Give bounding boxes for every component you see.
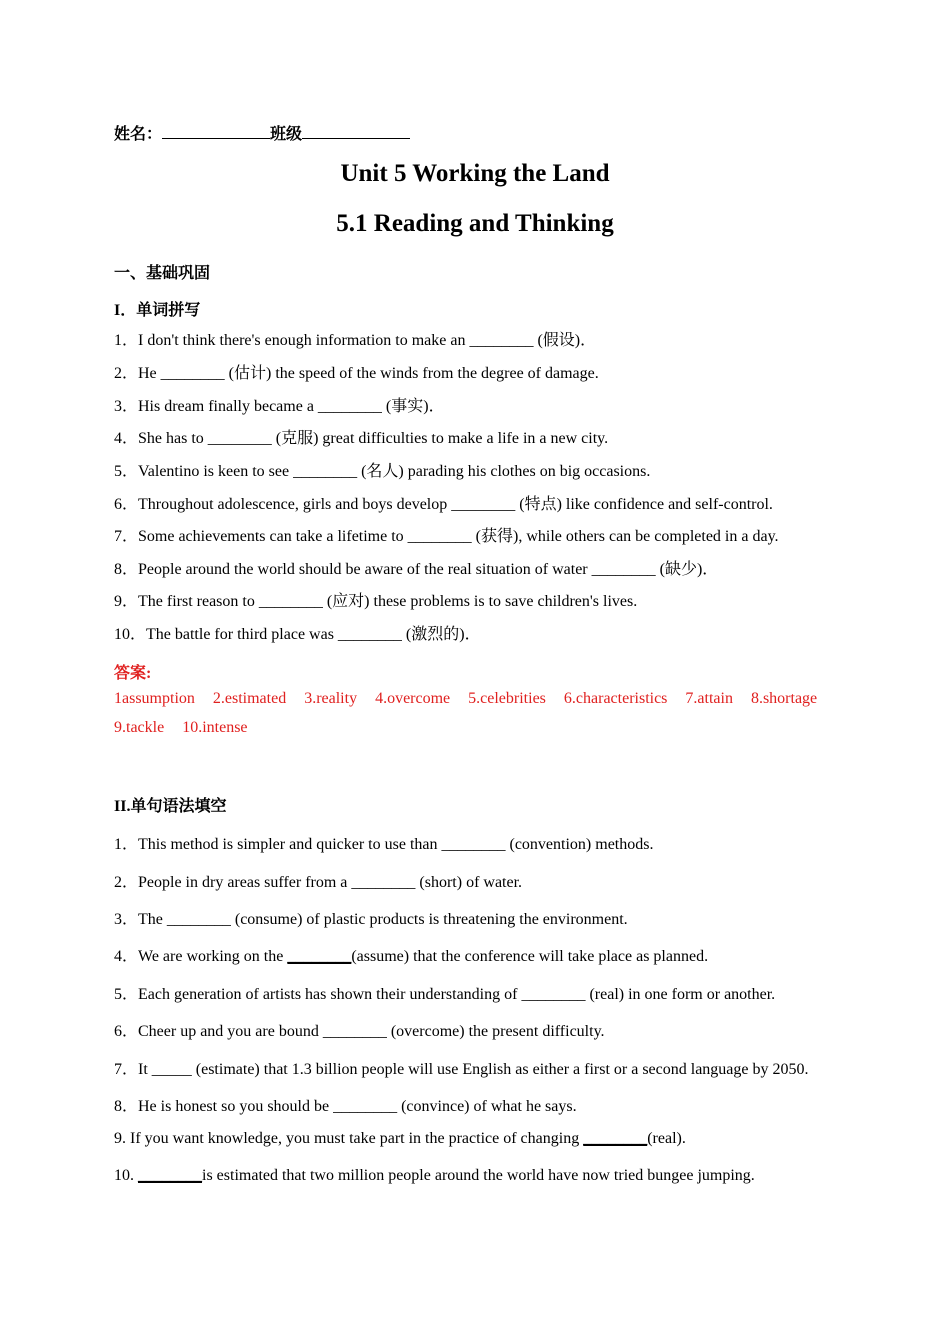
grammar-item-text: 9. If you want knowledge, you must take part in the practice of changing <box>114 1130 584 1147</box>
grammar-item <box>114 1167 755 1185</box>
grammar-item: 6．Cheer up and you are bound ________ (overcome) the present difficulty. <box>114 1023 605 1040</box>
spelling-item: 1．I don't think there's enough information to make an ________ (假设)． <box>114 332 597 349</box>
grammar-item: 7．It _____ (estimate) that 1.3 billion people will use English as either a first or a second language by 2050. <box>114 1061 809 1078</box>
class-blank <box>302 123 410 139</box>
section1-heading: I．单词拼写 <box>114 302 201 319</box>
spelling-item: 2．He ________ (估计) the speed of the winds from the degree of damage. <box>114 365 599 382</box>
answer-item: 1assumption <box>114 690 195 707</box>
unit-title: Unit 5 Working the Land <box>340 160 610 187</box>
grammar-item: 8．He is honest so you should be ________ (convince) of what he says. <box>114 1098 577 1115</box>
spelling-item: 5．Valentino is keen to see ________ (名人) parading his clothes on big occasions. <box>114 463 651 480</box>
grammar-item: 5．Each generation of artists has shown their understanding of ________ (real) in one form or another. <box>114 986 776 1003</box>
answer-item: 2.estimated <box>212 690 287 707</box>
grammar-item <box>114 1130 686 1148</box>
answer-item: 9.tackle <box>114 719 165 736</box>
spelling-item: 10．The battle for third place was ________ (激烈的)． <box>114 626 481 643</box>
spelling-item: 3．His dream finally became a ________ (事实)． <box>114 398 445 415</box>
spelling-item: 4．She has to ________ (克服) great difficulties to make a life in a new city. <box>114 430 609 447</box>
grammar-blank: ________ <box>583 1130 648 1147</box>
part-heading: 一、基础巩固 <box>114 265 211 282</box>
lesson-subtitle: 5.1 Reading and Thinking <box>336 210 614 237</box>
spelling-item: 9．The first reason to ________ (应对) these problems is to save children's lives. <box>114 593 638 610</box>
grammar-item: 3．The ________ (consume) of plastic products is threatening the environment. <box>114 911 628 928</box>
grammar-item <box>114 943 708 966</box>
answer-item: 8.shortage <box>750 690 818 707</box>
grammar-blank: ________ <box>287 948 352 965</box>
grammar-item-text: 4．We are working on the <box>114 948 288 965</box>
grammar-blank: ________ <box>138 1167 202 1184</box>
answer-item: 4.overcome <box>375 690 451 707</box>
answer-line-1 <box>114 690 817 708</box>
grammar-item: 1．This method is simpler and quicker to use than ________ (convention) methods. <box>114 836 654 853</box>
name-blank <box>162 123 270 139</box>
answer-label: 答案: <box>114 665 152 682</box>
answer-item: 7.attain <box>685 690 733 707</box>
spelling-item: 8．People around the world should be aware of the real situation of water ________ (缺少)． <box>114 561 719 578</box>
answer-item: 3.reality <box>304 690 358 707</box>
grammar-item-text: (real). <box>647 1130 686 1147</box>
answer-item: 5.celebrities <box>468 690 546 707</box>
grammar-item-text: 10. <box>114 1167 138 1184</box>
grammar-item-text: (assume) that the conference will take place as planned. <box>351 948 709 965</box>
name-class-line <box>114 121 410 144</box>
grammar-item-text: is estimated that two million people around the world have now tried bungee jumping. <box>202 1167 755 1184</box>
answer-item: 6.characteristics <box>563 690 668 707</box>
answer-item: 10.intense <box>182 719 248 736</box>
spelling-item: 6．Throughout adolescence, girls and boys develop ________ (特点) like confidence and self-control. <box>114 496 773 513</box>
spelling-item: 7．Some achievements can take a lifetime to ________ (获得), while others can be completed in a day. <box>114 528 779 545</box>
section2-heading: II.单句语法填空 <box>114 798 227 815</box>
name-label: 姓名： <box>114 126 163 143</box>
grammar-item: 2．People in dry areas suffer from a ________ (short) of water. <box>114 874 523 891</box>
class-label: 班级 <box>270 126 303 143</box>
answer-line-2 <box>114 719 262 737</box>
